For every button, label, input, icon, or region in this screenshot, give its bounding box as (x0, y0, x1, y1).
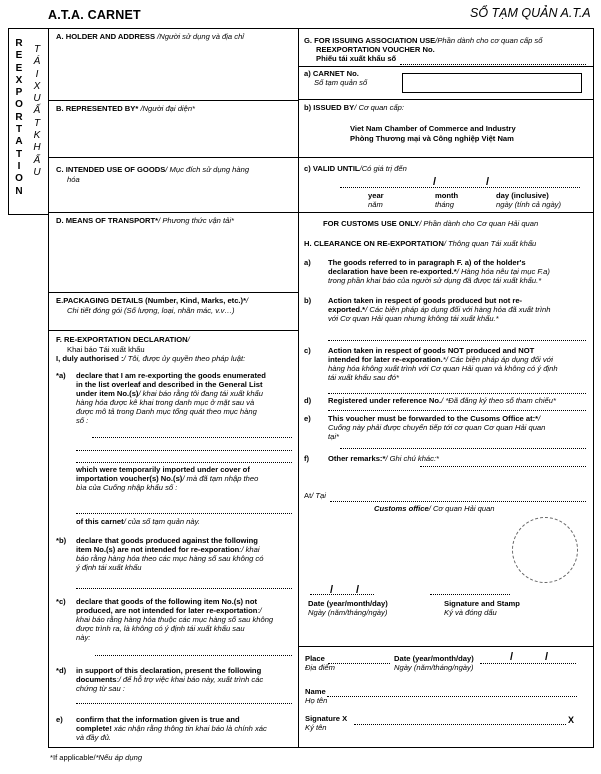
hd-text: Registered under reference No./ *Đã đăng ký theo số tham chiếu* (328, 396, 556, 405)
fb-line (76, 588, 292, 589)
customs-use-label: FOR CUSTOMS USE ONLY/ Phần dành cho Cơ quan Hải quan (323, 219, 539, 228)
divider-customs (299, 212, 594, 213)
month-label: month tháng (435, 191, 459, 209)
fa-voucher-line (76, 513, 292, 514)
divider-c-d (48, 212, 299, 213)
fb-text: declare that goods produced against the following item No.(s) are not intended for re-exporation:/ khai báo rằng hàng hóa theo các mục hàng số sau không có ý định tái xuất khẩu (76, 536, 264, 572)
holder-date-slash-1: / (510, 651, 514, 663)
clearance-label: H. CLEARANCE ON RE-EXPORTATION/ Thông quan Tái xuất khẩu (304, 239, 537, 248)
sidebar-vn: T Á I X U Ấ T K H Ẩ U (33, 44, 41, 178)
place-line (328, 663, 390, 664)
hc-key: c) (304, 346, 311, 355)
customs-signature-label: Signature and Stamp Ký và đóng dấu (444, 599, 520, 617)
carnet-title-vn: SỔ TẠM QUẢN A.T.A (470, 6, 591, 20)
hc-line (328, 393, 586, 394)
reexport-declaration-vn: Khai báo Tái xuất khẩu (67, 345, 145, 354)
signature-label: Signature X Ký tên (305, 714, 348, 732)
duly-authorised: I, duly authorised :/ Tôi, được ủy quyền theo pháp luật: (56, 354, 246, 363)
customs-date-slash-1: / (330, 584, 334, 596)
intended-use-label-2: hóa (67, 175, 80, 184)
form-border-right (593, 28, 594, 748)
issuing-association-label: G. FOR ISSUING ASSOCIATION USE/Phần dành cho cơ quan cấp sổ REEXPORTATION VOUCHER No. Phiếu tái xuất khẩu số (304, 36, 543, 63)
hc-text: Action taken in respect of goods NOT produced and NOT intended for later re-exporation.*/ Các biện pháp áp dụng đối với hàng hóa không xuất trình với Cơ quan Hải quan và không có ý định tái xuất khẩu sau đó* (328, 346, 558, 382)
stamp-area (512, 517, 578, 583)
column-divider (298, 28, 299, 748)
ha-key: a) (304, 258, 311, 267)
form-border-bottom (48, 747, 594, 748)
holder-date-slash-2: / (545, 651, 549, 663)
form-border-top (8, 28, 594, 29)
hb-line (328, 340, 586, 341)
packaging-label-2: Chi tiết đóng gói (Số lượng, loại, nhãn mác, v.v…) (67, 306, 235, 315)
valid-until-line (340, 187, 580, 188)
voucher-number-line (400, 64, 586, 65)
hb-text: Action taken in respect of goods produced but not re- exported.*/ Các biện pháp áp dụng đối với hàng hóa đã xuất trình với Cơ quan Hải quan nhưng không tái xuất khẩu.* (328, 296, 551, 323)
fc-text: declare that goods of the following item No.(s) not produced, are not intended for later re-exportation:/ khai báo rằng hàng hóa thuộc các mục hàng số sau không được trình ra, là không có ý định tái xuất khẩu sau này: (76, 597, 274, 642)
ha-text: The goods referred to in paragraph F. a) of the holder's declaration have been re-exported.*/ Hàng hóa nêu tại mục F.a) trong phần khai báo của người sử dụng đã được tái xuất khẩu.* (328, 258, 550, 285)
sidebar-reexport: R E E X P O R T A T I O N (15, 38, 23, 197)
divider-ga-gb (299, 99, 594, 100)
date-slash-2: / (486, 176, 490, 188)
fa-of-carnet: of this carnet/ của sổ tạm quản này. (76, 517, 200, 526)
carnet-no-field[interactable] (402, 73, 582, 93)
issued-by-label: b) ISSUED BY/ Cơ quan cấp: (304, 103, 404, 112)
he-key: e) (304, 414, 311, 423)
date-line (480, 663, 576, 664)
form-border-left (48, 28, 49, 748)
customs-date-line (310, 594, 374, 595)
signature-line (354, 724, 566, 725)
reexport-declaration-label: F. RE-EXPORTATION DECLARATION/ (56, 335, 190, 344)
at-label: At/ Tại (304, 491, 326, 500)
hd-line (328, 410, 586, 411)
issuer-org-en: Viet Nam Chamber of Commerce and Industry (350, 124, 516, 133)
customs-date-label: Date (year/month/day) Ngày (năm/tháng/ngày) (308, 599, 388, 617)
fc-line (95, 655, 292, 656)
carnet-title: A.T.A. CARNET (48, 8, 141, 22)
at-line (330, 501, 586, 502)
signature-x-end: X (568, 715, 575, 725)
hf-line (420, 466, 586, 467)
customs-office-label: Customs office/ Cơ quan Hải quan (374, 504, 495, 513)
date-label: Date (year/month/day) Ngày (năm/tháng/ngày) (394, 654, 474, 672)
divider-d-e (48, 292, 299, 293)
fa-items-line-2 (76, 450, 292, 451)
hf-text: Other remarks:*/ Ghi chú khác:* (328, 454, 440, 463)
issuer-org-vn: Phòng Thương mại và Công nghiệp Việt Nam (350, 134, 514, 143)
fa-items-line (92, 437, 292, 438)
represented-by-label: B. REPRESENTED BY* /Người đại diện* (56, 104, 196, 113)
fa-which-text: which were temporarily imported under cover of importation voucher(s) No.(s)/ mà đã tạm nhập theo bìa của Cuống nhập khẩu số : (76, 465, 259, 492)
divider-holder-sign (299, 646, 594, 647)
transport-label: D. MEANS OF TRANSPORT*/ Phương thức vận tải* (56, 216, 234, 225)
he-line (340, 448, 586, 449)
valid-until-label: c) VALID UNTIL/Có giá trị đến (304, 164, 407, 173)
fa-text: declare that I am re-exporting the goods enumerated in the list overleaf and described in the General List under item No.(s)/ khai báo rằng tôi đang tái xuất khẩu hàng hóa được kê khai trong danh mục ở mặt sau và được mô tả trong Danh mục tổng quát theo mục hàng số : (76, 371, 266, 425)
intended-use-label: C. INTENDED USE OF GOODS/ Mục đích sử dụng hàng (56, 165, 250, 174)
name-label: Name Họ tên (305, 687, 328, 705)
date-slash-1: / (433, 176, 437, 188)
fd-line (76, 703, 292, 704)
divider-b-c (48, 157, 299, 158)
hd-key: d) (304, 396, 312, 405)
fd-key: *d) (56, 666, 67, 675)
sidebar-border-left (8, 28, 9, 215)
fa-key: *a) (56, 371, 66, 380)
customs-date-slash-2: / (356, 584, 360, 596)
fd-text: in support of this declaration, present the following documents:/ để hỗ trợ việc khai báo này, xuất trình các chứng từ sau : (76, 666, 264, 693)
divider-a-b (48, 100, 299, 101)
name-line (327, 696, 577, 697)
customs-signature-line (430, 594, 510, 595)
place-label: Place Địa điểm (305, 654, 335, 672)
fc-key: *c) (56, 597, 66, 606)
fe-text: confirm that the information given is true and complete! xác nhận rằng thông tin khai báo là chính xác và đầy đủ. (76, 715, 267, 742)
hf-key: f) (304, 454, 310, 463)
fa-items-line-3 (76, 462, 292, 463)
fe-key: e) (56, 715, 63, 724)
fb-key: *b) (56, 536, 67, 545)
holder-address-label: A. HOLDER AND ADDRESS /Người sử dụng và địa chỉ (56, 32, 244, 41)
sidebar-border-bottom (8, 214, 49, 215)
footnote: *If applicable/*Nếu áp dụng (50, 753, 143, 762)
day-label: day (inclusive) ngày (tính cả ngày) (496, 191, 562, 209)
divider-g-ga (299, 66, 594, 67)
hb-key: b) (304, 296, 312, 305)
divider-gb-gc (299, 157, 594, 158)
divider-e-f (48, 330, 299, 331)
carnet-no-label: a) CARNET No. Số tạm quản số (304, 69, 368, 87)
he-text: This voucher must be forwarded to the Cusoms Office at:*/ Cuống này phải được chuyển tiếp tới cơ quan Cơ quan Hải quan tại* (328, 414, 546, 441)
year-label: year năm (368, 191, 384, 209)
packaging-label: E.PACKAGING DETAILS (Number, Kind, Marks, etc.)*/ (56, 296, 249, 305)
